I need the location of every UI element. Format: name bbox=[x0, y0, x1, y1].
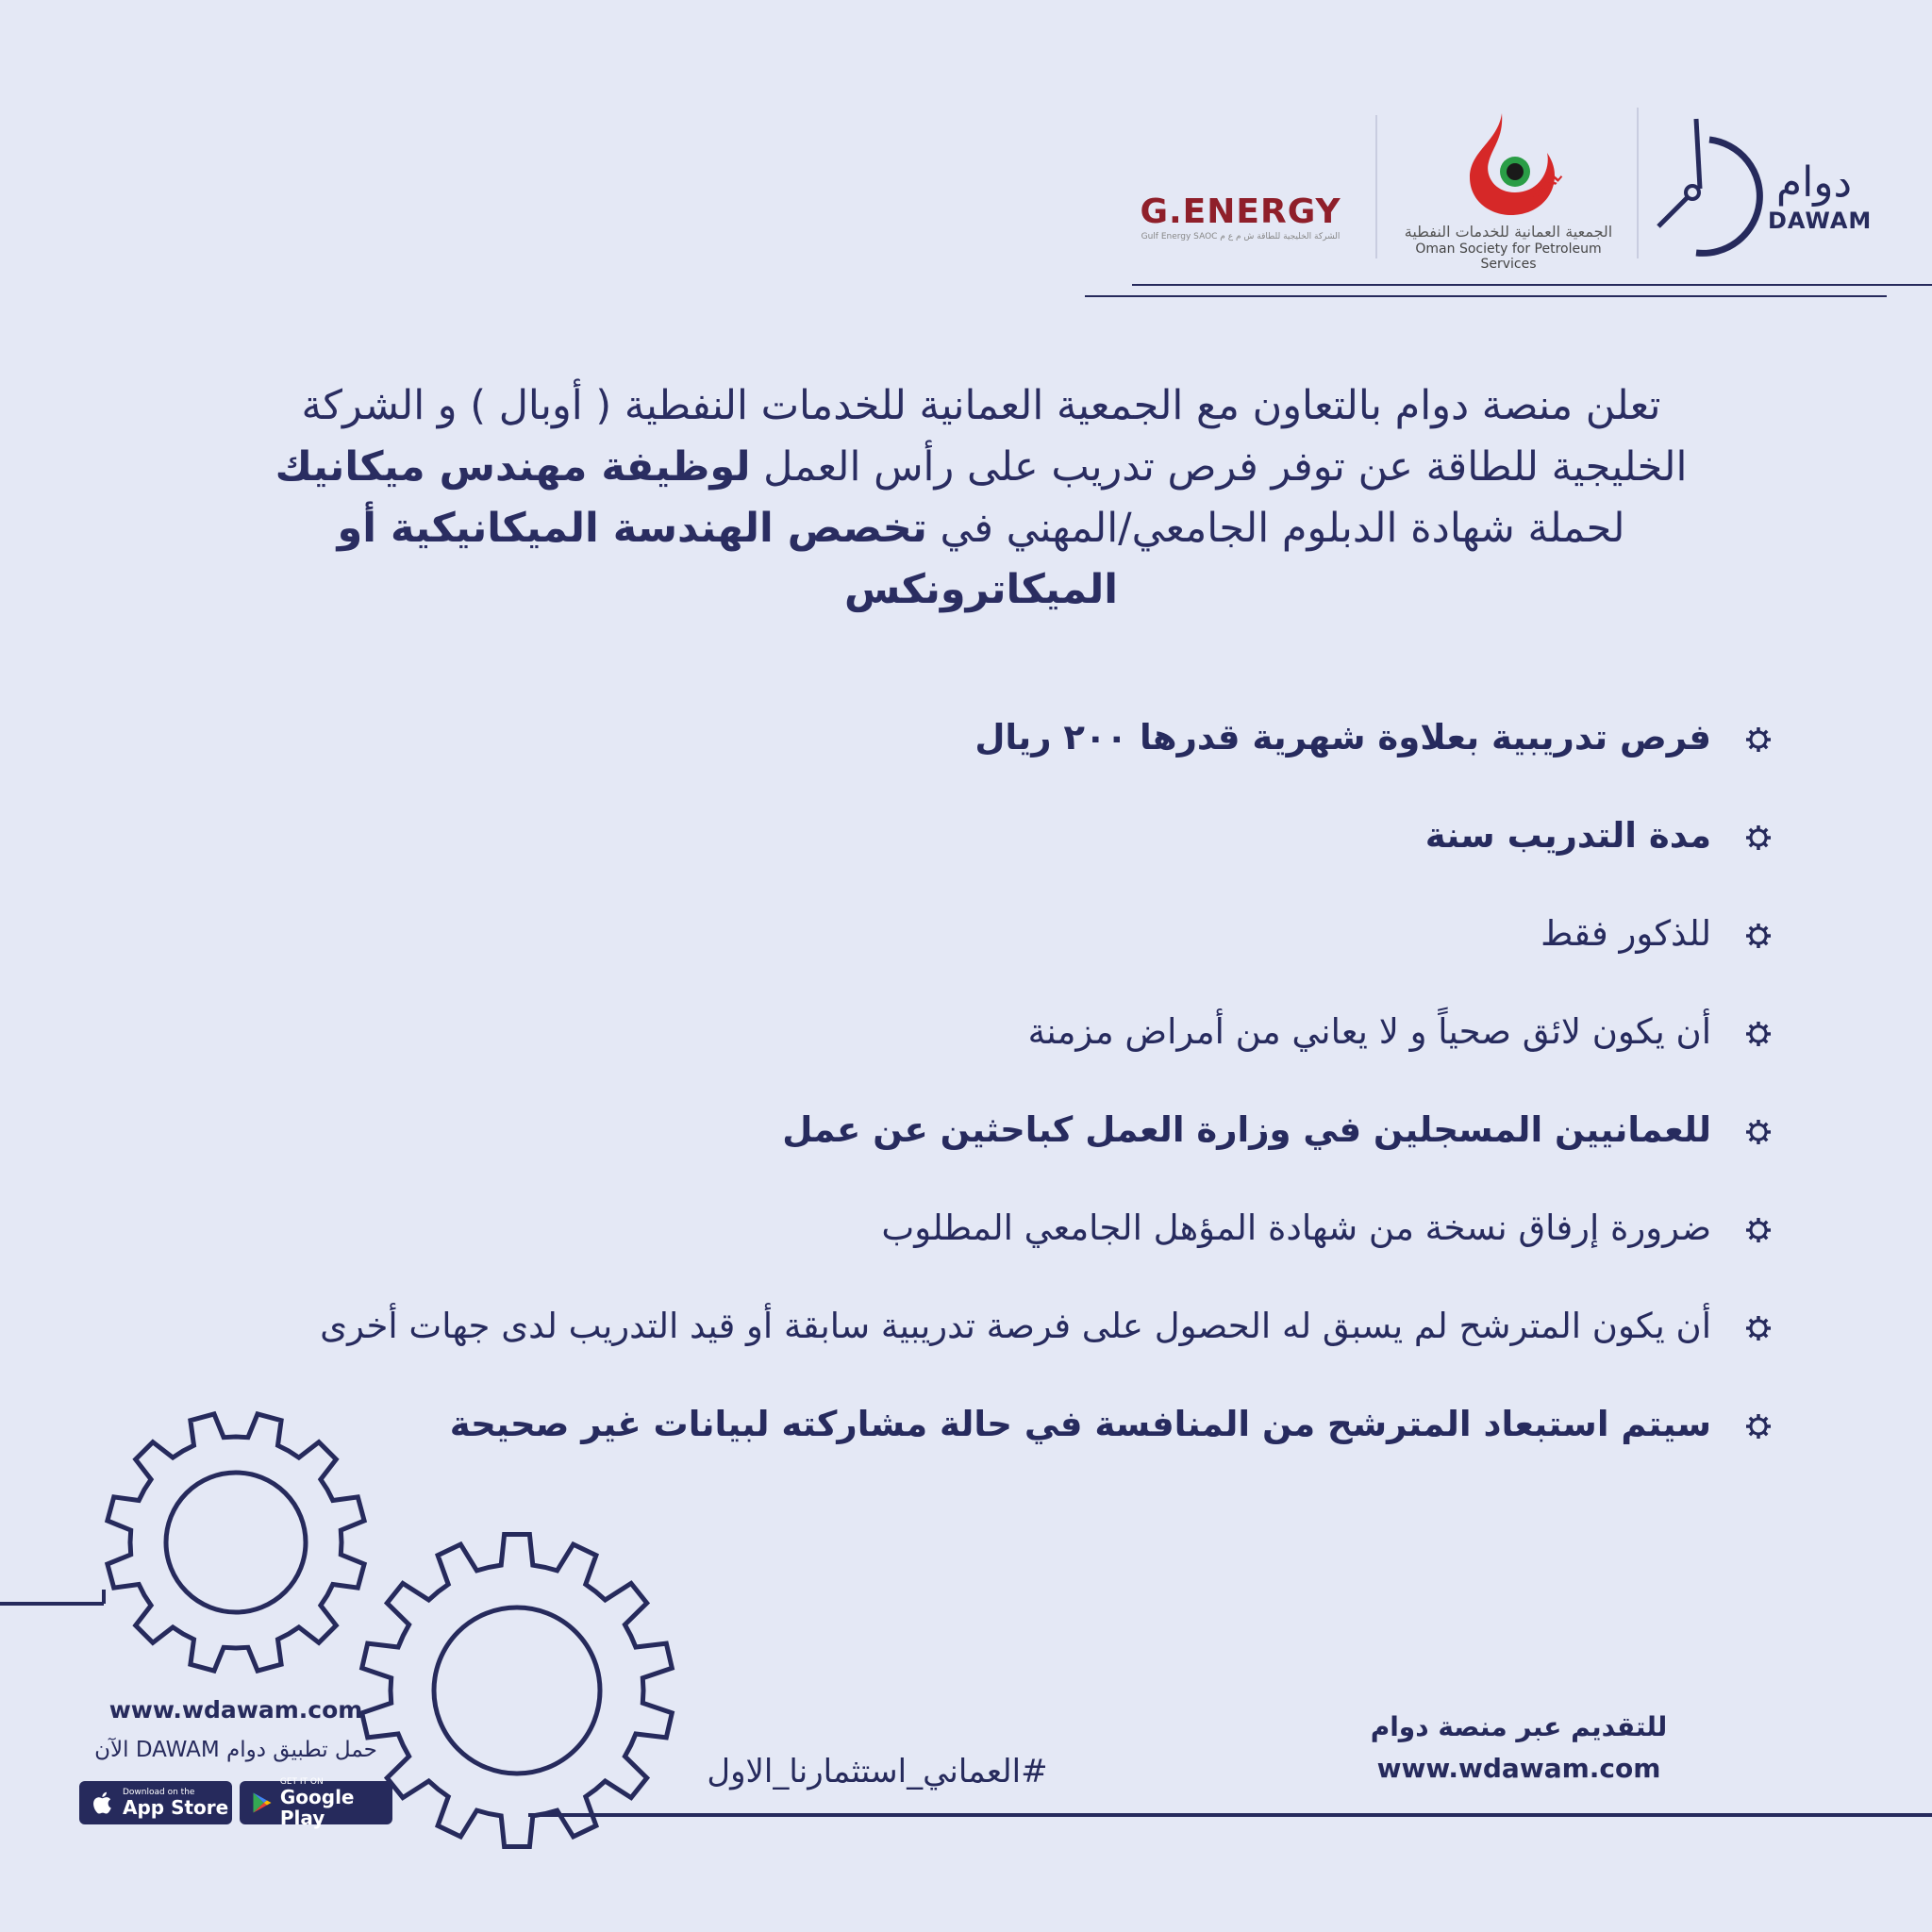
list-item-text: للعمانيين المسجلين في وزارة العمل كباحثين عن عمل bbox=[782, 1109, 1711, 1150]
list-item bbox=[245, 906, 1774, 962]
logo-separator bbox=[1637, 108, 1639, 258]
app-store-badge[interactable] bbox=[79, 1781, 232, 1824]
download-app-text: حمل تطبيق دوام DAWAM الآن bbox=[94, 1738, 377, 1762]
gear-bullet-icon bbox=[1743, 1117, 1774, 1147]
apply-label: للتقديم عبر منصة دوام bbox=[1370, 1711, 1668, 1742]
intro-text: لحملة شهادة الدبلوم الجامعي/المهني في bbox=[926, 505, 1625, 552]
app-store-label bbox=[123, 1788, 228, 1818]
list-item-text: سيتم استبعاد المترشح من المنافسة في حالة مشاركته لبيانات غير صحيحة bbox=[449, 1404, 1711, 1444]
list-item-text: ضرورة إرفاق نسخة من شهادة المؤهل الجامعي المطلوب bbox=[881, 1208, 1711, 1248]
list-item-text: مدة التدريب سنة bbox=[1424, 815, 1711, 856]
intro-paragraph bbox=[245, 375, 1717, 621]
list-item bbox=[245, 808, 1774, 864]
list-item bbox=[245, 1298, 1774, 1355]
google-play-big-text: Google Play bbox=[279, 1786, 355, 1829]
app-store-big-text: App Store bbox=[123, 1796, 229, 1819]
intro-job-title: لوظيفة مهندس ميكانيك bbox=[275, 443, 751, 491]
google-play-label bbox=[280, 1777, 392, 1828]
google-play-icon bbox=[249, 1789, 275, 1817]
intro-text: تعلن منصة دوام بالتعاون مع الجمعية العمانية للخدمات النفطية ( أوبال ) و الشركة الخليجية للطاقة عن توفر فرص تدريب على رأس العمل bbox=[301, 382, 1688, 491]
requirements-list bbox=[245, 709, 1774, 1494]
apply-url-link[interactable]: www.wdawam.com bbox=[1376, 1753, 1661, 1784]
app-store-small-text: Download on the bbox=[123, 1788, 195, 1797]
list-item bbox=[245, 1004, 1774, 1060]
list-item-text: فرص تدريبية بعلاوة شهرية قدرها ٢٠٠ ريال bbox=[974, 717, 1711, 758]
google-play-small-text: GET IT ON bbox=[279, 1777, 324, 1787]
gear-bullet-icon bbox=[1743, 1215, 1774, 1245]
list-item-text: أن يكون لائق صحياً و لا يعاني من أمراض مزمنة bbox=[1027, 1011, 1711, 1052]
list-item bbox=[245, 1102, 1774, 1158]
gear-bullet-icon bbox=[1743, 1313, 1774, 1343]
gear-bullet-icon bbox=[1743, 823, 1774, 853]
opal-name-english: Oman Society for Petroleum Services bbox=[1415, 242, 1602, 272]
opal-name-arabic: الجمعية العمانية للخدمات النفطية bbox=[1404, 223, 1613, 241]
list-item-text: أن يكون المترشح لم يسبق له الحصول على فرصة تدريبية سابقة أو قيد التدريب لدى جهات أخرى bbox=[320, 1306, 1711, 1346]
genergy-subtitle: Gulf Energy SAOC الشركة الخليجية للطاقة ش م ع م bbox=[1141, 232, 1341, 242]
hashtag: #العماني_استثمارنا_الاول bbox=[707, 1753, 1048, 1790]
dawam-clock-icon bbox=[1651, 115, 1764, 257]
gear-bullet-icon bbox=[1743, 724, 1774, 755]
apple-icon bbox=[89, 1789, 117, 1817]
list-item bbox=[245, 1200, 1774, 1257]
opal-brand-text: OPAL bbox=[1529, 169, 1566, 208]
list-item-text: للذكور فقط bbox=[1541, 913, 1711, 954]
dawam-logo-english: DAWAM bbox=[1768, 208, 1873, 234]
intro-specialization: تخصص الهندسة الميكانيكية أو الميكاترونكس bbox=[337, 505, 1118, 613]
gear-bullet-icon bbox=[1743, 921, 1774, 951]
website-link[interactable]: www.wdawam.com bbox=[108, 1696, 363, 1724]
genergy-logo: G.ENERGY bbox=[1140, 192, 1341, 231]
google-play-badge[interactable] bbox=[240, 1777, 392, 1829]
gear-bullet-icon bbox=[1743, 1019, 1774, 1049]
dawam-logo-arabic: دوام bbox=[1775, 158, 1853, 207]
list-item bbox=[245, 709, 1774, 766]
logo-separator bbox=[1375, 115, 1377, 258]
header-divider-lines bbox=[1075, 279, 1932, 302]
opal-drop-icon bbox=[1460, 113, 1564, 217]
